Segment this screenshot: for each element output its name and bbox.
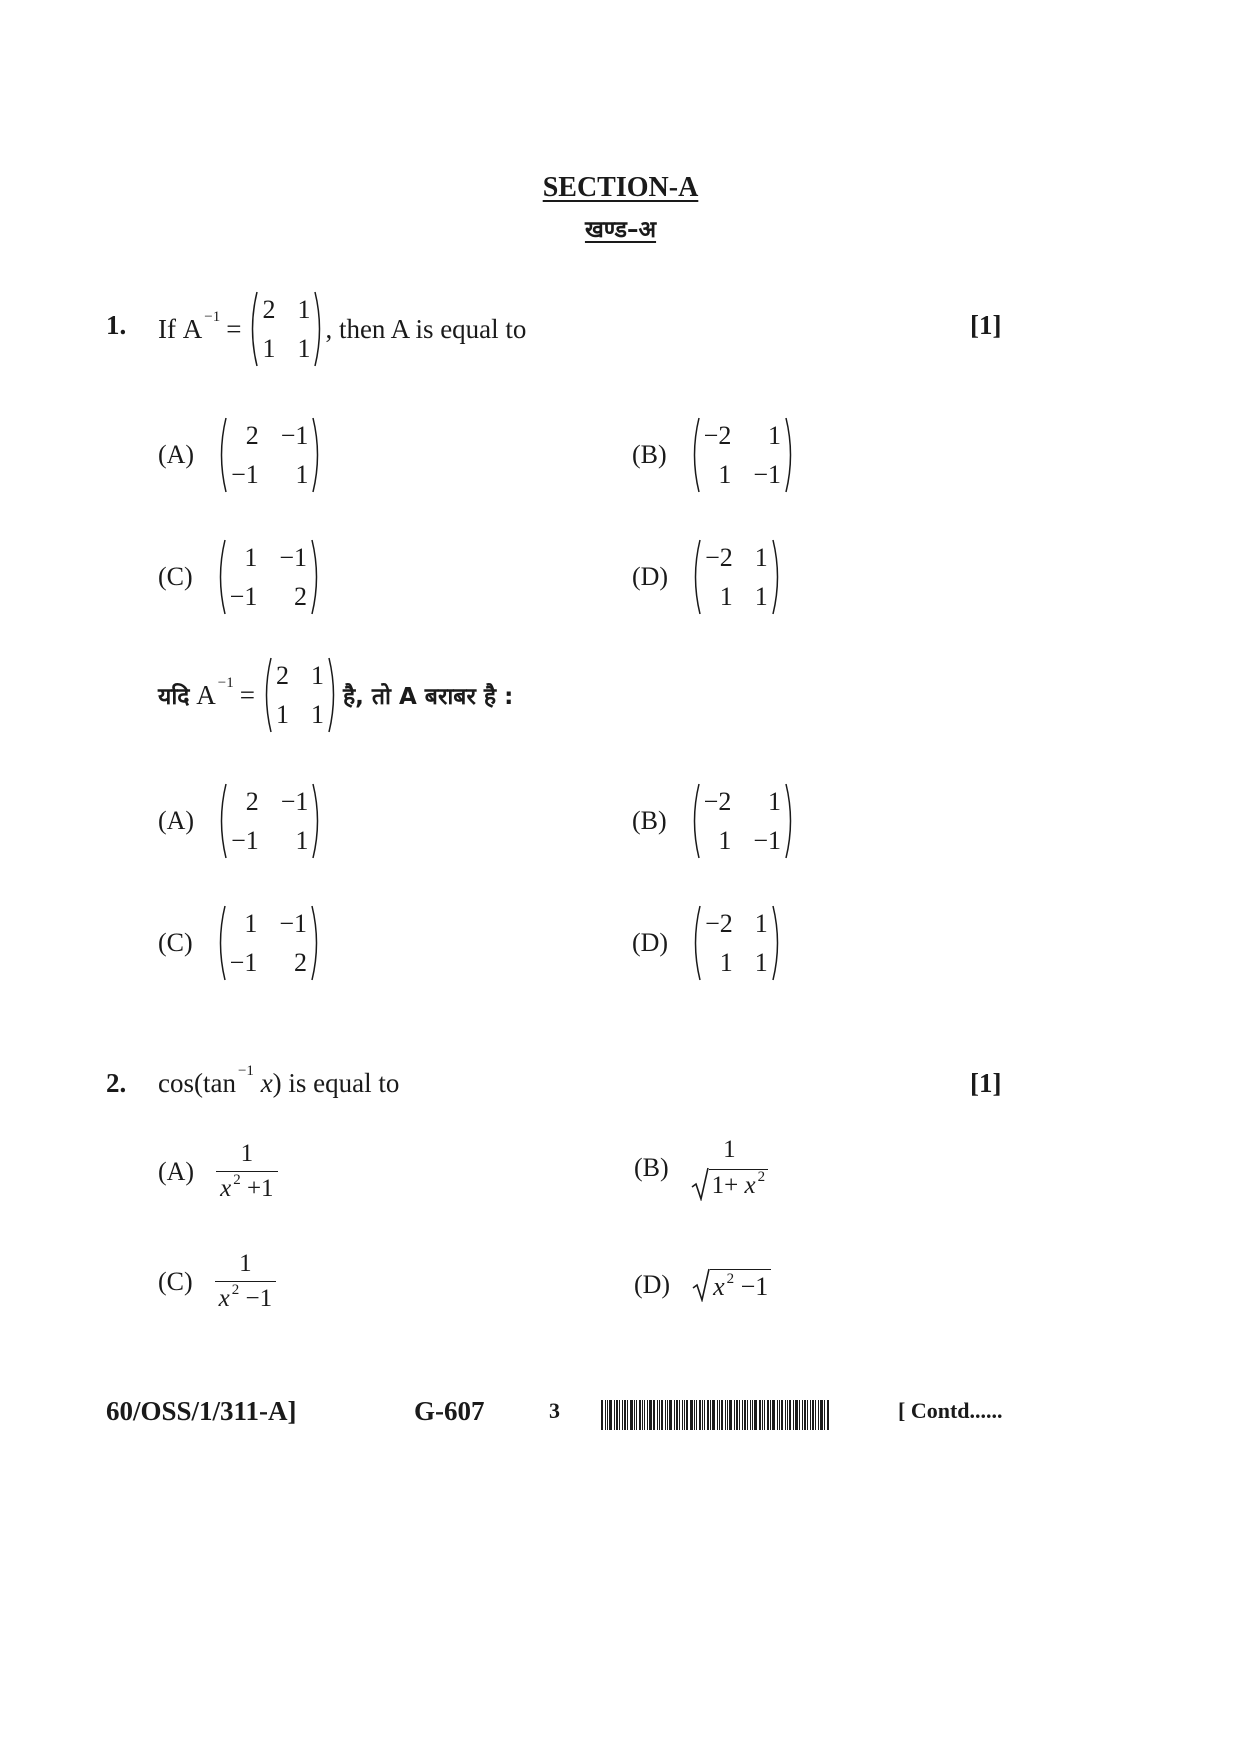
- barcode-bar: [820, 1400, 823, 1430]
- paper-code: 60/OSS/1/311-A]: [106, 1396, 297, 1426]
- barcode-bar: [616, 1400, 618, 1430]
- barcode-bar: [661, 1400, 663, 1430]
- q1-hi-option-d[interactable]: (D) −2 1 1 1: [632, 904, 783, 982]
- barcode-bar: [739, 1400, 740, 1430]
- barcode-bar: [764, 1400, 765, 1430]
- matrix-cell: 1: [295, 459, 309, 489]
- barcode-bar: [793, 1400, 794, 1430]
- matrix-cells: [227, 538, 310, 616]
- q1-hi-option-c[interactable]: (C) 1 −1 −1 2: [158, 904, 322, 982]
- matrix-cell: −2: [705, 908, 733, 938]
- matrix-cell: 1: [297, 333, 311, 363]
- matrix: [690, 538, 783, 616]
- matrix-cell: −1: [229, 947, 258, 977]
- barcode: [601, 1400, 885, 1430]
- section-title: SECTION-A: [542, 172, 699, 203]
- matrix-cell: 1: [295, 825, 309, 855]
- barcode-bar: [704, 1400, 705, 1430]
- q1-en-option-d[interactable]: (D) −2 1 1 1: [632, 538, 783, 616]
- barcode-bar: [742, 1400, 743, 1430]
- barcode-bar: [807, 1400, 808, 1430]
- right-paren-icon: [313, 290, 325, 368]
- barcode-bar: [657, 1400, 658, 1430]
- barcode-bar: [777, 1400, 778, 1430]
- matrix-cells: [702, 904, 771, 982]
- barcode-bar: [779, 1400, 780, 1430]
- question-2-number: 2.: [106, 1068, 127, 1098]
- barcode-bar: [622, 1400, 623, 1430]
- barcode-bar: [802, 1400, 803, 1430]
- barcode-bar: [752, 1400, 753, 1430]
- matrix: [689, 782, 796, 860]
- barcode-bar: [759, 1400, 761, 1430]
- matrix: [216, 416, 323, 494]
- matrix-cell: 1: [262, 333, 276, 363]
- matrix-cell: 1: [768, 786, 782, 816]
- matrix: [215, 538, 322, 616]
- barcode-bar: [781, 1400, 783, 1430]
- question-1-stem-hi: यदि A −1 = 2 1 1 1 है, तो A बराबर है :: [158, 656, 513, 734]
- barcode-bar: [686, 1400, 688, 1430]
- matrix-cell: 1: [754, 908, 768, 938]
- q2-option-a[interactable]: (A) $\frac{1}{x ^2 +1}$: [158, 1140, 278, 1204]
- barcode-bar: [747, 1400, 748, 1430]
- barcode-bar: [770, 1400, 771, 1430]
- barcode-bar: [754, 1400, 757, 1430]
- radical-sign-icon: [691, 1167, 709, 1201]
- left-paren-icon: [689, 782, 701, 860]
- matrix-cell: 1: [719, 947, 733, 977]
- matrix-cell: 1: [310, 699, 324, 729]
- matrix-cell: −1: [280, 786, 309, 816]
- question-2-marks: [1]: [970, 1068, 1002, 1098]
- barcode-bar: [647, 1400, 648, 1430]
- barcode-bar: [785, 1400, 786, 1430]
- barcode-bar: [674, 1400, 675, 1430]
- barcode-bar: [642, 1400, 643, 1430]
- matrix-cell: 1: [768, 420, 782, 450]
- q1-hi-option-b[interactable]: (B) −2 1 1 −1: [632, 782, 796, 860]
- right-paren-icon: [310, 904, 322, 982]
- barcode-bar: [717, 1400, 718, 1430]
- matrix-cell: 1: [244, 908, 258, 938]
- question-1-marks: [1]: [970, 310, 1002, 340]
- barcode-bar: [682, 1400, 683, 1430]
- matrix-cell: 1: [310, 660, 324, 690]
- barcode-bar: [679, 1400, 680, 1430]
- right-paren-icon: [784, 782, 796, 860]
- barcode-bar: [827, 1400, 829, 1430]
- matrix-cell: −1: [231, 459, 259, 489]
- matrix-cell: 1: [718, 825, 732, 855]
- radical-sign-icon: [692, 1268, 710, 1302]
- right-paren-icon: [311, 782, 323, 860]
- barcode-bar: [702, 1400, 703, 1430]
- barcode-bar: [810, 1400, 811, 1430]
- question-1-number: 1.: [106, 310, 127, 340]
- matrix-cell: −2: [705, 542, 733, 572]
- q1-hi-option-a[interactable]: (A) 2 −1 −1 1: [158, 782, 323, 860]
- barcode-bar: [607, 1400, 608, 1430]
- matrix-cell: −1: [279, 908, 308, 938]
- barcode-bar: [812, 1400, 814, 1430]
- right-paren-icon: [327, 656, 339, 734]
- fraction: $\frac{1}{x ^2 -1}$: [215, 1250, 276, 1314]
- barcode-bar: [639, 1400, 641, 1430]
- matrix: [216, 782, 323, 860]
- barcode-bar: [707, 1400, 709, 1430]
- left-paren-icon: [247, 290, 259, 368]
- left-paren-icon: [690, 904, 702, 982]
- matrix-cells: [701, 416, 784, 494]
- left-paren-icon: [689, 416, 701, 494]
- barcode-bar: [787, 1400, 788, 1430]
- barcode-bar: [694, 1400, 695, 1430]
- barcode-bar: [627, 1400, 628, 1430]
- barcode-bar: [815, 1400, 816, 1430]
- barcode-bar: [750, 1400, 751, 1430]
- matrix-cells: [701, 782, 784, 860]
- barcode-bar: [762, 1400, 763, 1430]
- barcode-bar: [736, 1400, 738, 1430]
- matrix-cell: −1: [231, 825, 259, 855]
- barcode-bar: [712, 1400, 715, 1430]
- right-paren-icon: [771, 538, 783, 616]
- matrix-cell: 2: [294, 581, 308, 611]
- left-paren-icon: [215, 538, 227, 616]
- matrix: [690, 904, 783, 982]
- matrix-cell: −1: [753, 459, 782, 489]
- q2-option-b[interactable]: (B) 1 1+ x $^2$: [634, 1136, 768, 1201]
- barcode-bar: [799, 1400, 800, 1430]
- barcode-bar: [710, 1400, 711, 1430]
- barcode-bar: [690, 1400, 693, 1430]
- matrix-cell: 2: [245, 420, 259, 450]
- barcode-bar: [767, 1400, 769, 1430]
- q2-option-d[interactable]: (D) x $^2$ −1: [634, 1268, 771, 1302]
- barcode-bar: [653, 1400, 655, 1430]
- right-paren-icon: [310, 538, 322, 616]
- matrix: [261, 656, 339, 734]
- left-paren-icon: [690, 538, 702, 616]
- matrix-cell: 2: [294, 947, 308, 977]
- barcode-bar: [619, 1400, 620, 1430]
- barcode-bar: [721, 1400, 723, 1430]
- sqrt-symbol: 1+ x $^2$: [691, 1167, 768, 1201]
- barcode-bar: [605, 1400, 606, 1430]
- barcode-bar: [772, 1400, 775, 1430]
- matrix-cell: −1: [279, 542, 308, 572]
- left-paren-icon: [261, 656, 273, 734]
- matrix-cell: 1: [297, 294, 311, 324]
- barcode-bar: [609, 1400, 612, 1430]
- matrix-cell: −2: [703, 786, 732, 816]
- barcode-bar: [644, 1400, 645, 1430]
- q1-en-option-a[interactable]: (A) 2 −1 −1 1: [158, 416, 323, 494]
- barcode-bar: [696, 1400, 697, 1430]
- barcode-bar: [699, 1400, 701, 1430]
- barcode-bar: [659, 1400, 660, 1430]
- matrix-cell: 1: [719, 581, 733, 611]
- matrix-cells: [228, 416, 311, 494]
- left-paren-icon: [215, 904, 227, 982]
- barcode-bar: [684, 1400, 685, 1430]
- barcode-bar: [727, 1400, 728, 1430]
- matrix-cell: −1: [753, 825, 782, 855]
- barcode-bar: [630, 1400, 633, 1430]
- barcode-bar: [789, 1400, 791, 1430]
- page-number: 3: [549, 1398, 560, 1423]
- fraction: 1 1+ x $^2$: [691, 1136, 768, 1201]
- barcode-bar: [614, 1400, 615, 1430]
- matrix-cell: 1: [754, 947, 768, 977]
- q1-en-option-c[interactable]: (C) 1 −1 −1 2: [158, 538, 322, 616]
- continued-note: [ Contd......: [898, 1398, 1003, 1423]
- barcode-bar: [624, 1400, 626, 1430]
- matrix-cell: −1: [229, 581, 258, 611]
- matrix: [689, 416, 796, 494]
- matrix: [247, 290, 325, 368]
- barcode-bar: [725, 1400, 726, 1430]
- matrix-cell: 1: [275, 699, 289, 729]
- barcode-bar: [719, 1400, 720, 1430]
- matrix-cell: −2: [703, 420, 732, 450]
- question-1-stem-en: If A −1 = 2 1 1 1 , then A is equal to: [158, 290, 526, 368]
- matrix-cells: [227, 904, 310, 982]
- left-paren-icon: [216, 416, 228, 494]
- matrix-cell: 2: [275, 660, 289, 690]
- right-paren-icon: [311, 416, 323, 494]
- barcode-bar: [734, 1400, 735, 1430]
- matrix-cell: 1: [754, 581, 768, 611]
- barcode-bar: [665, 1400, 666, 1430]
- q1-en-option-b[interactable]: (B) −2 1 1 −1: [632, 416, 796, 494]
- matrix-cell: 1: [754, 542, 768, 572]
- matrix: [215, 904, 322, 982]
- matrix-cell: 2: [245, 786, 259, 816]
- barcode-bar: [667, 1400, 668, 1430]
- matrix-cells: [228, 782, 311, 860]
- fraction: $\frac{1}{x ^2 +1}$: [216, 1140, 277, 1204]
- matrix-cell: 2: [262, 294, 276, 324]
- barcode-bar: [744, 1400, 746, 1430]
- matrix-cells: [702, 538, 771, 616]
- matrix-cell: −1: [280, 420, 309, 450]
- right-paren-icon: [771, 904, 783, 982]
- q2-option-c[interactable]: (C) $\frac{1}{x ^2 -1}$: [158, 1250, 276, 1314]
- series-code: G-607: [414, 1396, 485, 1426]
- barcode-bar: [676, 1400, 678, 1430]
- right-paren-icon: [784, 416, 796, 494]
- barcode-bar: [804, 1400, 806, 1430]
- question-2-stem: cos(tan −1 x ) is equal to: [158, 1063, 400, 1098]
- barcode-bar: [636, 1400, 637, 1430]
- barcode-bar: [729, 1400, 732, 1430]
- barcode-bar: [824, 1400, 825, 1430]
- barcode-bar: [601, 1400, 603, 1430]
- barcode-bar: [649, 1400, 652, 1430]
- sqrt-symbol: x $^2$ −1: [692, 1268, 771, 1302]
- section-subtitle: खण्ड–अ: [584, 217, 657, 243]
- matrix-cell: 1: [718, 459, 732, 489]
- matrix-cell: 1: [244, 542, 258, 572]
- barcode-bar: [669, 1400, 672, 1430]
- barcode-bar: [818, 1400, 819, 1430]
- matrix-cells: [273, 656, 327, 734]
- barcode-bar: [634, 1400, 635, 1430]
- matrix-cells: [259, 290, 313, 368]
- left-paren-icon: [216, 782, 228, 860]
- barcode-bar: [795, 1400, 798, 1430]
